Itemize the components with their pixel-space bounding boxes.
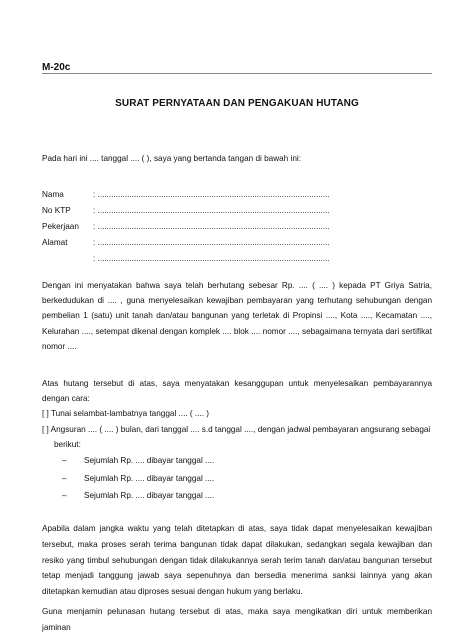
field-row-pekerjaan <box>42 219 432 235</box>
installment-list <box>42 452 432 505</box>
field-value: : ...................................................................................................... <box>93 205 330 215</box>
option-cash: [ ] Tunai selambat-lambatnya tanggal .... ( .... ) <box>42 409 210 419</box>
list-item <box>62 452 432 470</box>
intro-text: Pada hari ini .... tanggal .... ( ), saya yang bertanda tangan di bawah ini: <box>42 154 301 163</box>
field-label: Pekerjaan <box>42 221 79 231</box>
installment-text: Sejumlah Rp. .... dibayar tanggal .... <box>84 473 215 483</box>
debt-statement-paragraph: Dengan ini menyatakan bahwa saya telah berhutang sebesar Rp. .... ( .... ) kepada PT Griya Satria, berkedudukan di .... , guna menyelesaikan kewajiban pembayaran yang terhutang sehubungan dengan pembelian 1 (satu) unit tanah dan/atau bangunan yang terletak di Propinsi ...., Kota ...., Kecamatan ...., Kelurahan ...., setempat dikenal dengan komplek .... blok .... nomor ...., sebagaimana ternyata dari sertifikat nomor .... <box>42 281 432 351</box>
header-rule <box>42 73 432 74</box>
option-installment-cont: berikut: <box>54 439 81 449</box>
identity-fields <box>42 187 432 267</box>
dash-bullet: – <box>62 473 67 483</box>
field-value: : ...................................................................................................... <box>93 221 330 231</box>
payment-method-section <box>42 376 432 505</box>
field-value: : ...................................................................................................... <box>93 253 330 263</box>
installment-text: Sejumlah Rp. .... dibayar tanggal .... <box>84 491 215 501</box>
option-installment: [ ] Angsuran .... ( .... ) bulan, dari tanggal .... s.d tanggal ...., dengan jadwal pembayaran angsurang sebagai <box>42 424 431 434</box>
default-consequence-paragraph: Apabila dalam jangka waktu yang telah ditetapkan di atas, saya tidak dapat menyelesaikan kewajiban tersebut, maka proses serah terima bangunan tidak dapat dilakukan, sedangkan segala kewajiban dan resiko yang timbul sehubungan dengan tidak dilakukannya serah terim tanah dan/atau bangunan tersebut tetap menjadi tanggung jawab saya sepenuhnya dan bersedia menerima sanksi lainnya yang akan ditetapkan kemudian atau diproses sesuai dengan hukum yang berlaku. <box>42 524 432 597</box>
field-label: No KTP <box>42 205 71 215</box>
field-row-alamat-cont <box>42 251 432 267</box>
list-item <box>62 470 432 488</box>
list-item <box>62 487 432 505</box>
field-value: : ...................................................................................................... <box>93 237 330 247</box>
dash-bullet: – <box>62 491 67 501</box>
form-code: M-20c <box>42 62 71 73</box>
dash-bullet: – <box>62 456 67 466</box>
document-title: SURAT PERNYATAAN DAN PENGAKUAN HUTANG <box>115 98 359 109</box>
payment-intro: Atas hutang tersebut di atas, saya menyatakan kesanggupan untuk menyelesaikan pembayarannya dengan cara: <box>42 379 432 404</box>
field-label: Alamat <box>42 237 68 247</box>
field-row-ktp <box>42 203 432 219</box>
field-row-nama <box>42 187 432 203</box>
field-value: : ...................................................................................................... <box>93 189 330 199</box>
guarantee-paragraph: Guna menjamin pelunasan hutang tersebut di atas, maka saya mengikatkan diri untuk memberikan jaminan <box>42 607 432 632</box>
installment-text: Sejumlah Rp. .... dibayar tanggal .... <box>84 456 215 466</box>
field-label: Nama <box>42 189 64 199</box>
field-row-alamat <box>42 235 432 251</box>
